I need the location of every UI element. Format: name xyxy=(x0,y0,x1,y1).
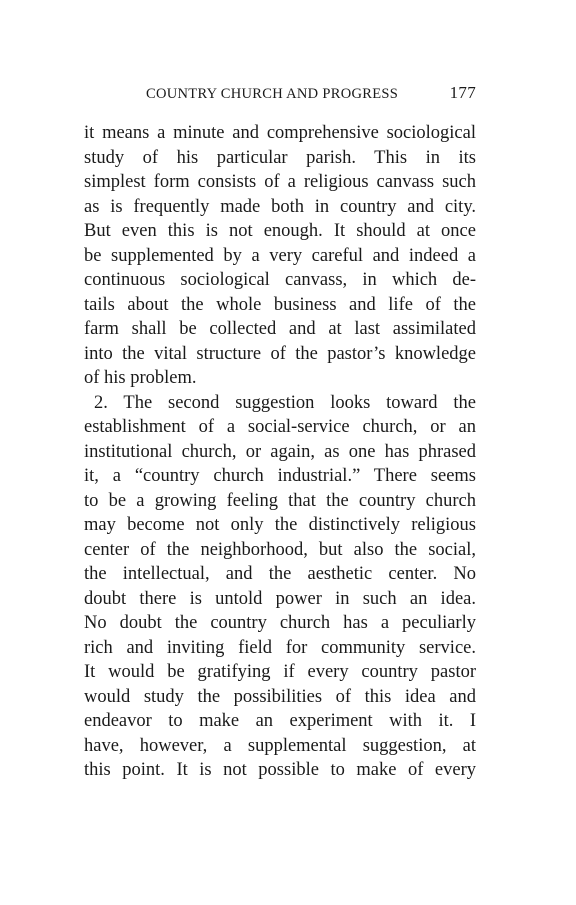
text-line: be supplemented by a very careful and indeed a xyxy=(84,245,476,266)
page-number: 177 xyxy=(449,83,476,102)
text-line: It would be gratifying if every country pastor xyxy=(84,662,476,682)
text-line: center of the neighborhood, but also the social, xyxy=(84,539,476,560)
text-line: simplest form consists of a religious canvass such xyxy=(84,172,476,192)
text-line: endeavor to make an experiment with it. I xyxy=(84,711,476,731)
text-line: rich and inviting field for community service. xyxy=(84,637,476,658)
body-text xyxy=(84,121,476,783)
text-line: may become not only the distinctively religious xyxy=(84,515,476,535)
text-line: doubt there is untold power in such an idea. xyxy=(84,588,476,609)
text-line: of his problem. xyxy=(84,368,197,388)
text-line: continuous sociological canvass, in which de- xyxy=(84,270,476,290)
text-line: study of his particular parish. This in its xyxy=(84,147,476,168)
text-line: But even this is not enough. It should at once xyxy=(84,221,476,241)
text-line: have, however, a supplemental suggestion, at xyxy=(84,735,476,756)
text-line: farm shall be collected and at last assimilated xyxy=(84,319,476,339)
text-line: establishment of a social-service church, or an xyxy=(84,417,476,437)
text-line: as is frequently made both in country and city. xyxy=(84,196,476,217)
text-line: No doubt the country church has a peculiarly xyxy=(84,613,476,633)
text-line: it means a minute and comprehensive sociological xyxy=(84,123,476,143)
running-head xyxy=(84,83,476,108)
text-line: it, a “country church industrial.” There seems xyxy=(84,466,476,486)
text-line: this point. It is not possible to make of every xyxy=(84,760,476,780)
text-line: into the vital structure of the pastor’s knowledge xyxy=(84,343,476,364)
running-title: COUNTRY CHURCH AND PROGRESS xyxy=(146,86,399,102)
text-line: institutional church, or again, as one has phrased xyxy=(84,441,476,462)
text-line: tails about the whole business and life of the xyxy=(84,294,476,315)
text-line: 2. The second suggestion looks toward the xyxy=(94,392,476,413)
text-line: would study the possibilities of this idea and xyxy=(84,686,476,707)
text-line: the intellectual, and the aesthetic center. No xyxy=(84,564,476,584)
text-line: to be a growing feeling that the country church xyxy=(84,490,476,511)
